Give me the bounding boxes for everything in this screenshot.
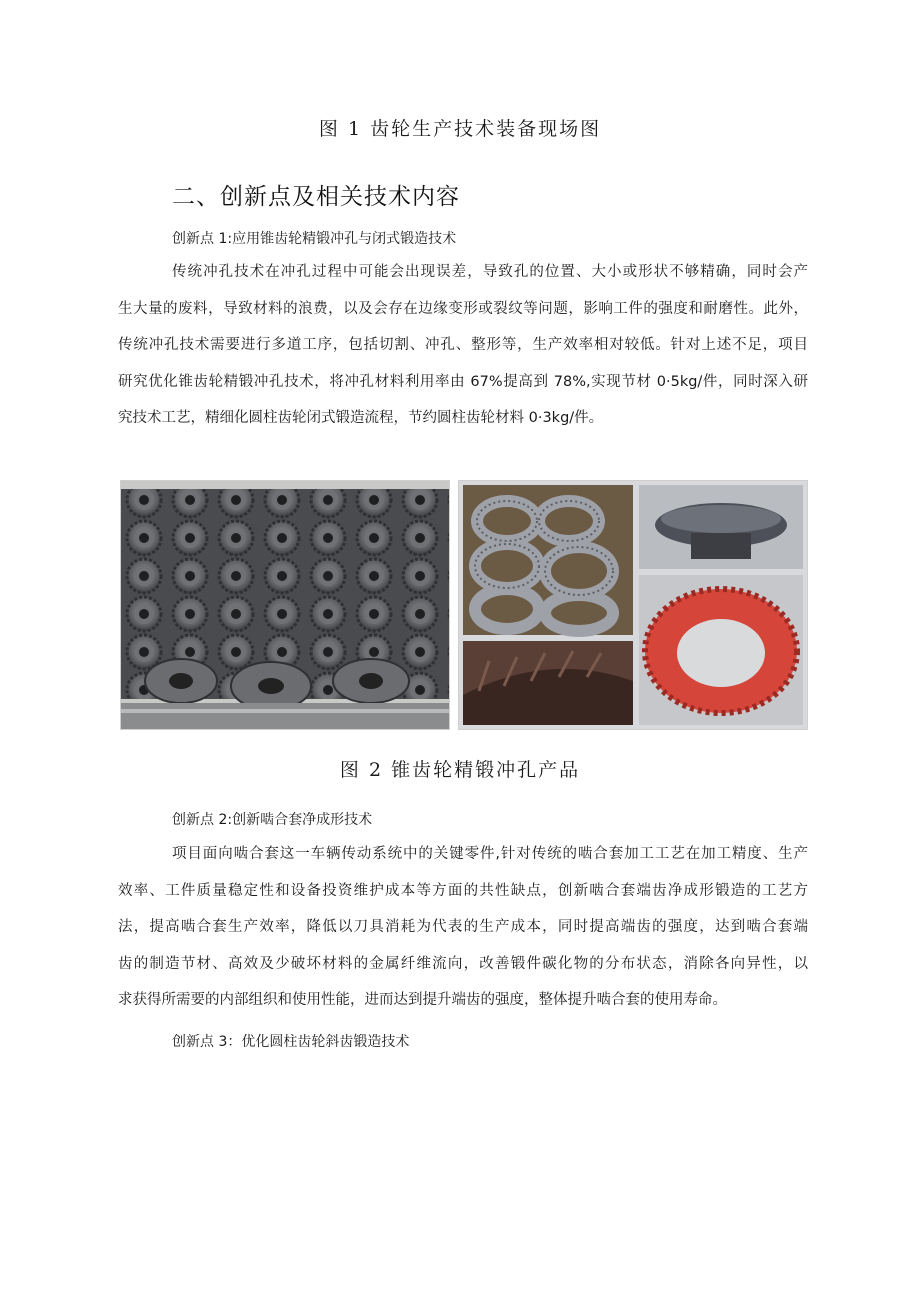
paragraph-line: 研究优化锥齿轮精锻冲孔技术，将冲孔材料利用率由 67%提高到 78%,实现节材 0·5kg∕件，同时深入研 <box>118 373 808 390</box>
paragraph-line: 求获得所需要的内部组织和使用性能，进而达到提升端齿的强度，整体提升啮合套的使用寿命。 <box>118 992 727 1008</box>
paragraph-line: 传统冲孔技术需要进行多道工序，包括切割、冲孔、整形等，生产效率相对较低。针对上述不足，项目 <box>118 337 808 353</box>
figure-1-caption: 图 1 齿轮生产技术装备现场图 <box>318 118 602 140</box>
paragraph-line: 生大量的废料，导致材料的浪费，以及会存在边缘变形或裂纹等问题，影响工件的强度和耐磨性。此外， <box>118 300 808 317</box>
paragraph-line: 效率、工件质量稳定性和设备投资维护成本等方面的共性缺点，创新啮合套端齿净成形锻造的工艺方 <box>118 882 808 899</box>
paragraph-line: 项目面向啮合套这一车辆传动系统中的关键零件,针对传统的啮合套加工工艺在加工精度、生产 <box>172 846 808 862</box>
gear-products-collage-photo <box>458 480 808 730</box>
figure-2-caption: 图 2 锥齿轮精锻冲孔产品 <box>339 759 581 781</box>
innovation-3-title: 创新点 3：优化圆柱齿轮斜齿锻造技术 <box>172 1034 410 1050</box>
paragraph-line: 法，提高啮合套生产效率，降低以刀具消耗为代表的生产成本，同时提高端齿的强度，达到啮合套端 <box>118 919 808 935</box>
bevel-gear-pile-photo <box>120 480 450 730</box>
innovation-2-title: 创新点 2:创新啮合套净成形技术 <box>172 812 373 828</box>
innovation-1-title: 创新点 1:应用锥齿轮精锻冲孔与闭式锻造技术 <box>172 231 457 247</box>
innovation-2-paragraph <box>118 836 808 1019</box>
paragraph-line: 齿的制造节材、高效及少破坏材料的金属纤维流向，改善锻件碳化物的分布状态，消除各向异性，以 <box>118 955 808 972</box>
paragraph-line: 传统冲孔技术在冲孔过程中可能会出现误差，导致孔的位置、大小或形状不够精确，同时会产 <box>172 264 808 280</box>
innovation-1-paragraph <box>118 254 808 437</box>
section-heading: 二、创新点及相关技术内容 <box>172 184 460 210</box>
paragraph-line: 究技术工艺，精细化圆柱齿轮闭式锻造流程，节约圆柱齿轮材料 0·3kg∕件。 <box>118 410 604 426</box>
